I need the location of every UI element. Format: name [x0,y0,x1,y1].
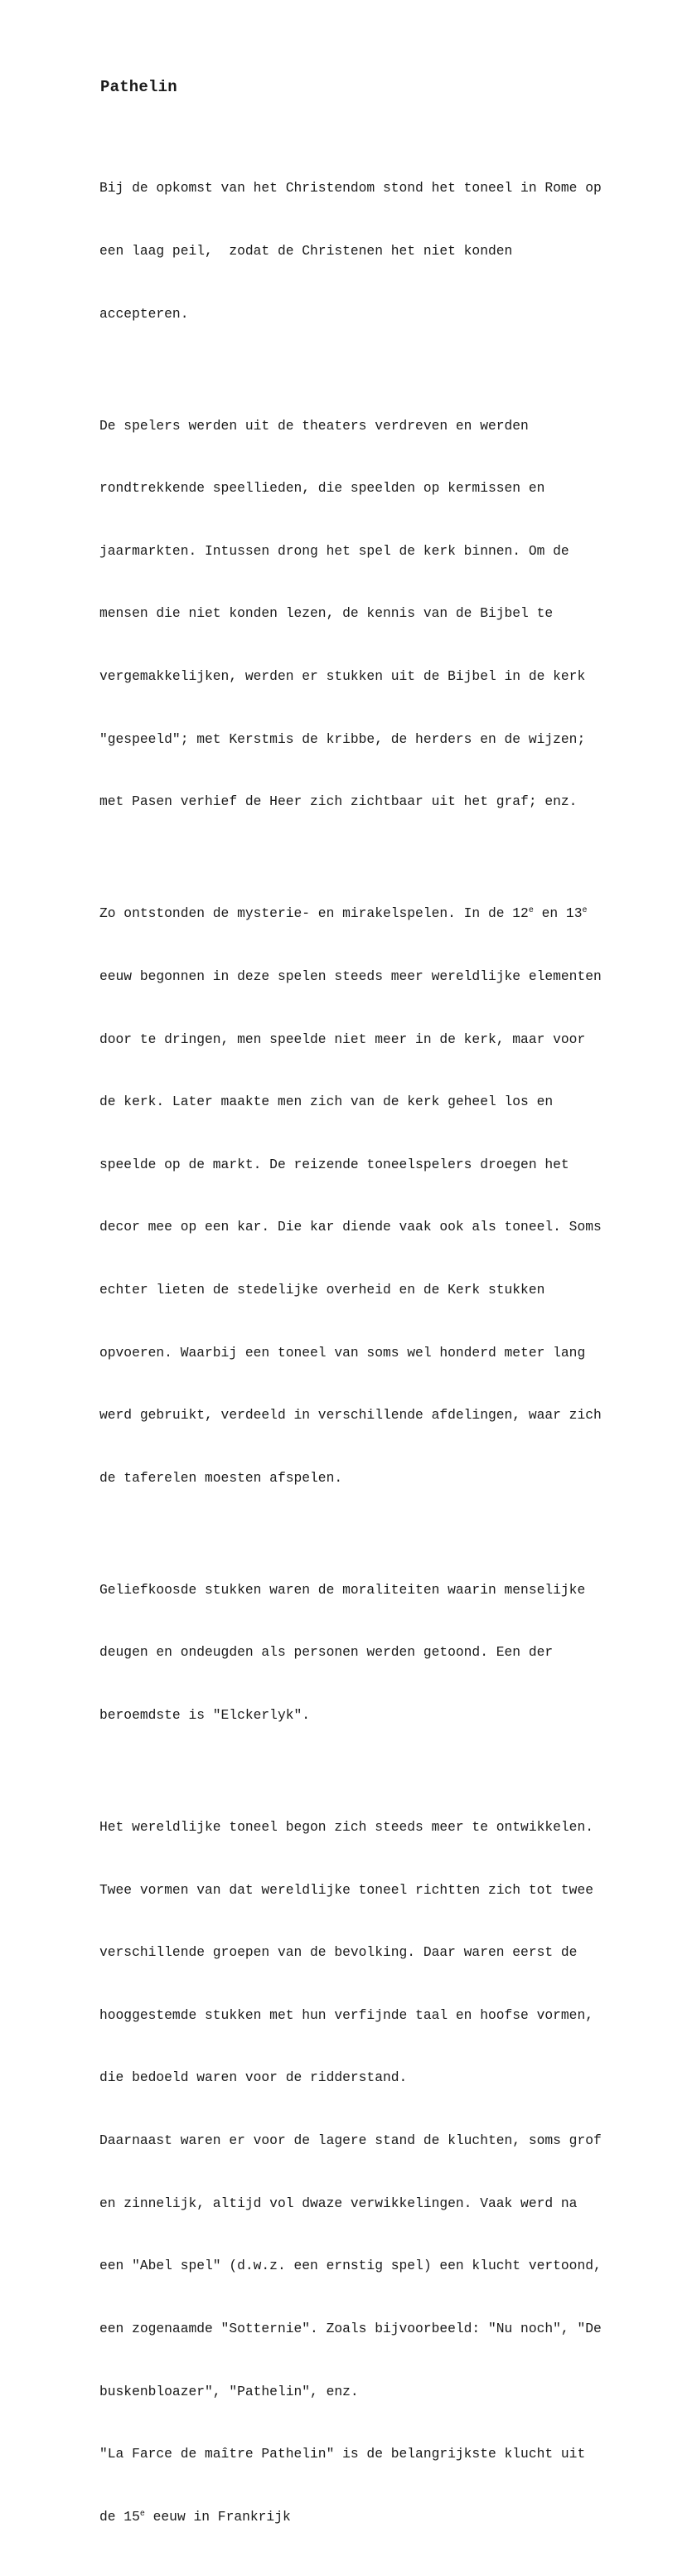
paragraph-2 [99,373,630,854]
text-segment: en 13 [533,905,583,922]
text-line: opvoeren. Waarbij een toneel van soms wel honderd meter lang [99,1344,586,1361]
text-line: mensen die niet konden lezen, de kennis van de Bijbel te [99,605,554,622]
text-segment: eeuw in Frankrijk [144,2508,291,2525]
text-line: jaarmarkten. Intussen drong het spel de kerk binnen. Om de [99,542,569,559]
text-line: door te dringen, men speelde niet meer in de kerk, maar voor [99,1031,586,1047]
text-line: Daarnaast waren er voor de lagere stand de kluchten, soms grof [99,2132,602,2149]
text-line: Bij de opkomst van het Christendom stond het toneel in Rome op [99,180,602,196]
document-body [99,136,630,2576]
text-line: en zinnelijk, altijd vol dwaze verwikkelingen. Vaak werd na [99,2195,578,2211]
text-segment: de 15 [99,2508,140,2525]
paragraph-3 [99,861,630,1531]
text-line: een zogenaamde "Sotternie". Zoals bijvoorbeeld: "Nu noch", "De [99,2320,602,2336]
ordinal-superscript: e [139,2509,145,2519]
paragraph-5 [99,1775,630,2569]
paragraph-1 [99,136,630,366]
text-line: Geliefkoosde stukken waren de moraliteiten waarin menselijke [99,1581,586,1598]
text-line: De spelers werden uit de theaters verdreven en werden [99,417,529,434]
text-line: de taferelen moesten afspelen. [99,1469,343,1486]
text-line: accepteren. [99,305,189,322]
text-line: rondtrekkende speellieden, die speelden op kermissen en [99,480,545,497]
text-line: hooggestemde stukken met hun verfijnde taal en hoofse vormen, [99,2006,593,2023]
text-line-with-superscript [99,2506,630,2527]
text-segment: Zo ontstonden de mysterie- en mirakelspelen. In de 12 [99,905,529,922]
text-line: een laag peil, zodat de Christenen het niet konden [99,243,513,260]
text-line: speelde op de markt. De reizende toneelspelers droegen het [99,1156,569,1172]
ordinal-superscript: e [582,906,588,916]
ordinal-superscript: e [528,906,534,916]
text-line: echter lieten de stedelijke overheid en de Kerk stukken [99,1281,545,1298]
text-line: met Pasen verhief de Heer zich zichtbaar uit het graf; enz. [99,793,578,810]
text-line: deugen en ondeugden als personen werden getoond. Een der [99,1644,554,1661]
page-title: Pathelin [100,78,177,96]
text-line: eeuw begonnen in deze spelen steeds meer wereldlijke elementen [99,968,602,984]
text-line: "La Farce de maître Pathelin" is de belangrijkste klucht uit [99,2446,586,2462]
text-line: verschillende groepen van de bevolking. Daar waren eerst de [99,1944,578,1961]
text-line: Het wereldlijke toneel begon zich steeds meer te ontwikkelen. [99,1819,593,1836]
text-line: een "Abel spel" (d.w.z. een ernstig spel) een klucht vertoond, [99,2258,602,2274]
text-line: vergemakkelijken, werden er stukken uit de Bijbel in de kerk [99,668,586,685]
paragraph-4 [99,1537,630,1767]
text-line: buskenbloazer", "Pathelin", enz. [99,2383,359,2399]
text-line: decor mee op een kar. Die kar diende vaak ook als toneel. Soms [99,1219,602,1235]
text-line: werd gebruikt, verdeeld in verschillende afdelingen, waar zich [99,1407,602,1424]
text-line: Twee vormen van dat wereldlijke toneel richtten zich tot twee [99,1881,593,1898]
text-line: die bedoeld waren voor de ridderstand. [99,2069,408,2086]
text-line: de kerk. Later maakte men zich van de kerk geheel los en [99,1094,554,1110]
text-line: "gespeeld"; met Kerstmis de kribbe, de herders en de wijzen; [99,730,586,747]
text-line-with-superscripts [99,903,630,924]
text-line: beroemdste is "Elckerlyk". [99,1707,311,1724]
